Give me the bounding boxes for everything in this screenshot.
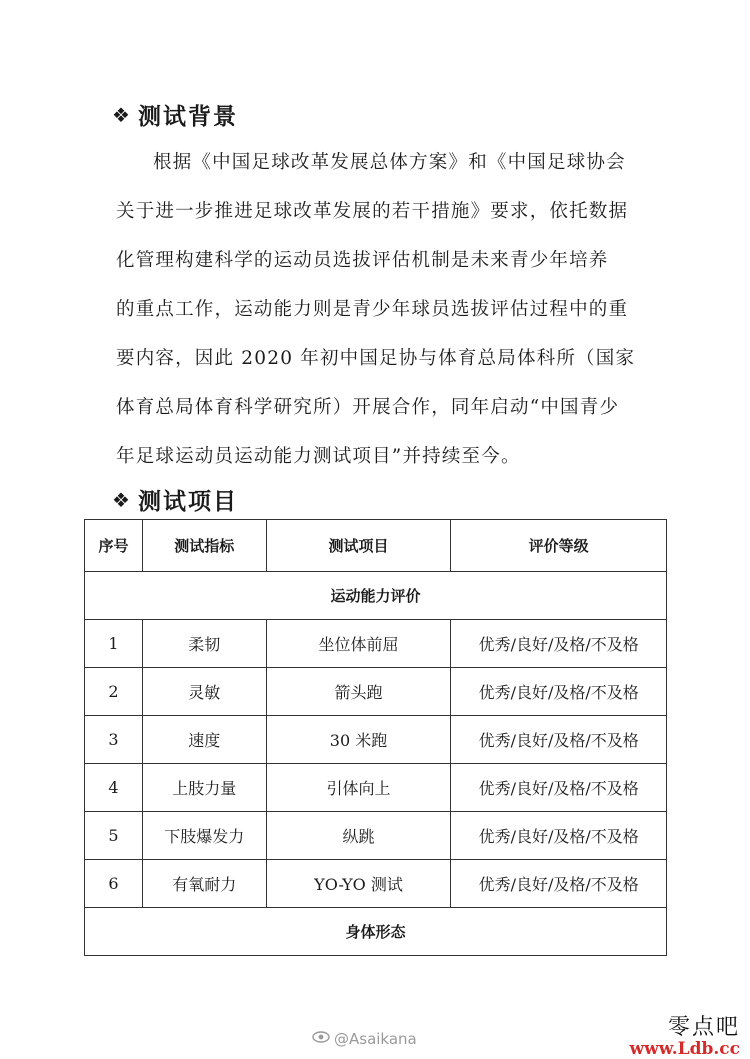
table-row	[85, 764, 667, 812]
diamond-bullet-icon: ❖	[112, 487, 132, 512]
cell-indicator: 速度	[142, 716, 266, 764]
table-row	[85, 860, 667, 908]
weibo-watermark	[312, 1030, 417, 1048]
cell-rating: 优秀/良好/及格/不及格	[451, 668, 667, 716]
cell-rating: 优秀/良好/及格/不及格	[451, 764, 667, 812]
cell-test-item: 纵跳	[266, 812, 451, 860]
table-section-row	[85, 908, 667, 956]
background-paragraph	[116, 138, 646, 481]
cell-indicator: 下肢爆发力	[142, 812, 266, 860]
cell-indicator: 灵敏	[142, 668, 266, 716]
cell-test-item: 引体向上	[266, 764, 451, 812]
cell-indicator: 有氧耐力	[142, 860, 266, 908]
section-label: 运动能力评价	[85, 572, 667, 620]
cell-index: 1	[85, 620, 143, 668]
eye-icon	[312, 1031, 330, 1047]
weibo-handle: @Asaikana	[334, 1030, 417, 1048]
site-watermark	[630, 1010, 740, 1059]
paragraph-line: 体育总局体育科学研究所）开展合作，同年启动“中国青少	[116, 397, 620, 418]
cell-rating: 优秀/良好/及格/不及格	[451, 716, 667, 764]
section-heading-items	[112, 483, 238, 516]
cell-index: 3	[85, 716, 143, 764]
paragraph-line: 关于进一步推进足球改革发展的若干措施》要求，依托数据	[116, 201, 629, 222]
cell-indicator: 柔韧	[142, 620, 266, 668]
cell-test-item: 30 米跑	[266, 716, 451, 764]
header-indicator: 测试指标	[142, 520, 266, 572]
section-heading-background	[112, 98, 238, 131]
cell-rating: 优秀/良好/及格/不及格	[451, 812, 667, 860]
cell-rating: 优秀/良好/及格/不及格	[451, 620, 667, 668]
section-title: 测试背景	[137, 104, 238, 130]
site-name: 零点吧	[667, 1015, 740, 1040]
paragraph-line: 的重点工作，运动能力则是青少年球员选拔评估过程中的重	[116, 299, 629, 320]
cell-index: 4	[85, 764, 143, 812]
cell-index: 6	[85, 860, 143, 908]
section-label: 身体形态	[85, 908, 667, 956]
cell-test-item: 坐位体前屈	[266, 620, 451, 668]
paragraph-line: 要内容，因此 2020 年初中国足协与体育总局体科所（国家	[116, 348, 636, 369]
paragraph-line: 根据《中国足球改革发展总体方案》和《中国足球协会	[153, 152, 626, 173]
table-header-row	[85, 520, 667, 572]
test-items-table	[84, 519, 667, 956]
table-row	[85, 716, 667, 764]
cell-rating: 优秀/良好/及格/不及格	[451, 860, 667, 908]
paragraph-line: 年足球运动员运动能力测试项目”并持续至今。	[116, 446, 521, 467]
cell-test-item: 箭头跑	[266, 668, 451, 716]
site-url: www.Ldb.cc	[629, 1039, 740, 1059]
table-row	[85, 620, 667, 668]
header-test-item: 测试项目	[266, 520, 451, 572]
header-index: 序号	[85, 520, 143, 572]
section-title: 测试项目	[137, 489, 238, 515]
paragraph-line: 化管理构建科学的运动员选拔评估机制是未来青少年培养	[116, 250, 609, 271]
cell-test-item: YO-YO 测试	[266, 860, 451, 908]
table-row	[85, 812, 667, 860]
cell-index: 2	[85, 668, 143, 716]
table-row	[85, 668, 667, 716]
table-section-row	[85, 572, 667, 620]
cell-indicator: 上肢力量	[142, 764, 266, 812]
header-rating: 评价等级	[451, 520, 667, 572]
diamond-bullet-icon: ❖	[112, 102, 132, 127]
cell-index: 5	[85, 812, 143, 860]
